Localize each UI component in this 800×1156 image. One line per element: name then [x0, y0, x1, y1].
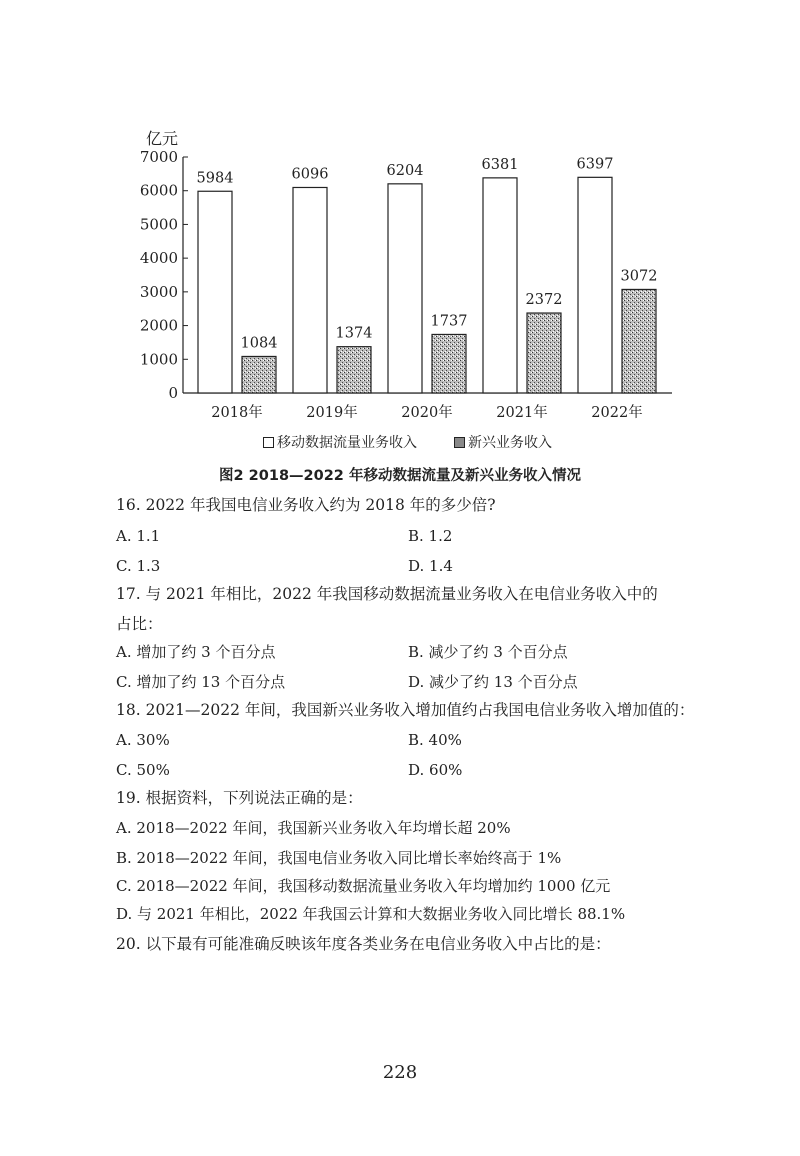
y-tick-label: 7000 — [139, 148, 178, 166]
q16-option-b: B. 1.2 — [408, 527, 453, 545]
y-tick-label: 0 — [168, 384, 178, 402]
question-19-stem: 19. 根据资料，下列说法正确的是： — [116, 789, 363, 807]
legend-item-mobile-data — [263, 432, 417, 452]
question-17-stem: 17. 与 2021 年相比，2022 年我国移动数据流量业务收入在电信业务收入中的 — [116, 585, 658, 603]
legend-swatch-stippled — [454, 437, 465, 448]
q16-option-d: D. 1.4 — [408, 557, 453, 575]
question-18-stem: 18. 2021—2022 年间，我国新兴业务收入增加值约占我国电信业务收入增加值的： — [116, 701, 695, 719]
figure-caption: 图2 2018—2022 年移动数据流量及新兴业务收入情况 — [219, 468, 581, 484]
bar-mobile-data-2020年 — [388, 184, 422, 393]
question-17-stem-cont: 占比： — [116, 615, 163, 633]
bar-value-label: 6204 — [386, 162, 424, 179]
q19-option-a: A. 2018—2022 年间，我国新兴业务收入年均增长超 20% — [116, 819, 511, 837]
bar-mobile-data-2022年 — [578, 177, 612, 393]
q18-option-b: B. 40% — [408, 731, 462, 749]
q16-option-c: C. 1.3 — [116, 557, 161, 575]
bar-mobile-data-2019年 — [293, 187, 327, 393]
bar-emerging-2018年 — [242, 356, 276, 393]
x-tick-label: 2019年 — [306, 405, 358, 421]
question-16-stem: 16. 2022 年我国电信业务收入约为 2018 年的多少倍? — [116, 496, 496, 514]
q19-option-c: C. 2018—2022 年间，我国移动数据流量业务收入年均增加约 1000 亿元 — [116, 877, 611, 895]
y-tick-label: 2000 — [139, 316, 178, 335]
bar-mobile-data-2021年 — [483, 178, 517, 393]
q18-option-c: C. 50% — [116, 761, 170, 779]
x-axis-labels — [211, 403, 642, 421]
y-tick-label: 3000 — [139, 282, 178, 301]
q19-option-b: B. 2018—2022 年间，我国电信业务收入同比增长率始终高于 1% — [116, 849, 562, 867]
bar-emerging-2021年 — [527, 313, 561, 393]
bar-value-label: 1374 — [335, 325, 373, 342]
bar-value-label: 6381 — [481, 156, 519, 173]
legend-label: 新兴业务收入 — [468, 435, 552, 451]
y-tick-label: 1000 — [139, 350, 178, 369]
x-tick-label: 2018年 — [211, 405, 263, 421]
y-tick-label: 6000 — [139, 181, 178, 200]
x-tick-label: 2020年 — [401, 405, 453, 421]
bar-value-label: 5984 — [196, 170, 234, 187]
bar-emerging-2022年 — [622, 289, 656, 393]
x-tick-label: 2021年 — [496, 405, 548, 421]
bar-value-label: 6096 — [291, 166, 329, 183]
question-20-stem: 20. 以下最有可能准确反映该年度各类业务在电信业务收入中占比的是： — [116, 935, 611, 953]
bar-value-label: 2372 — [525, 292, 563, 309]
bar-emerging-2019年 — [337, 347, 371, 393]
y-tick-label: 5000 — [139, 215, 178, 234]
page-number: 228 — [382, 1062, 418, 1083]
q16-option-a: A. 1.1 — [116, 527, 161, 545]
legend-label: 移动数据流量业务收入 — [277, 435, 417, 451]
bar-value-label: 3072 — [620, 268, 658, 285]
q19-option-d: D. 与 2021 年相比，2022 年我国云计算和大数据业务收入同比增长 88.1% — [116, 905, 626, 923]
bar-emerging-2020年 — [432, 334, 466, 393]
bar-value-label: 1737 — [430, 313, 468, 330]
legend-swatch-white — [263, 437, 274, 448]
q18-option-a: A. 30% — [116, 731, 170, 749]
legend-item-emerging — [454, 432, 552, 452]
q17-option-b: B. 减少了约 3 个百分点 — [408, 643, 568, 661]
y-unit-label: 亿元 — [146, 129, 179, 148]
q17-option-a: A. 增加了约 3 个百分点 — [116, 643, 276, 661]
bars — [197, 156, 658, 393]
q17-option-c: C. 增加了约 13 个百分点 — [116, 673, 286, 691]
q18-option-d: D. 60% — [408, 761, 463, 779]
bar-chart — [0, 0, 800, 430]
q17-option-d: D. 减少了约 13 个百分点 — [408, 673, 578, 691]
y-tick-label: 4000 — [139, 249, 178, 268]
bar-value-label: 6397 — [576, 156, 614, 173]
bar-mobile-data-2018年 — [198, 191, 232, 393]
x-tick-label: 2022年 — [591, 405, 643, 421]
bar-value-label: 1084 — [240, 335, 278, 352]
